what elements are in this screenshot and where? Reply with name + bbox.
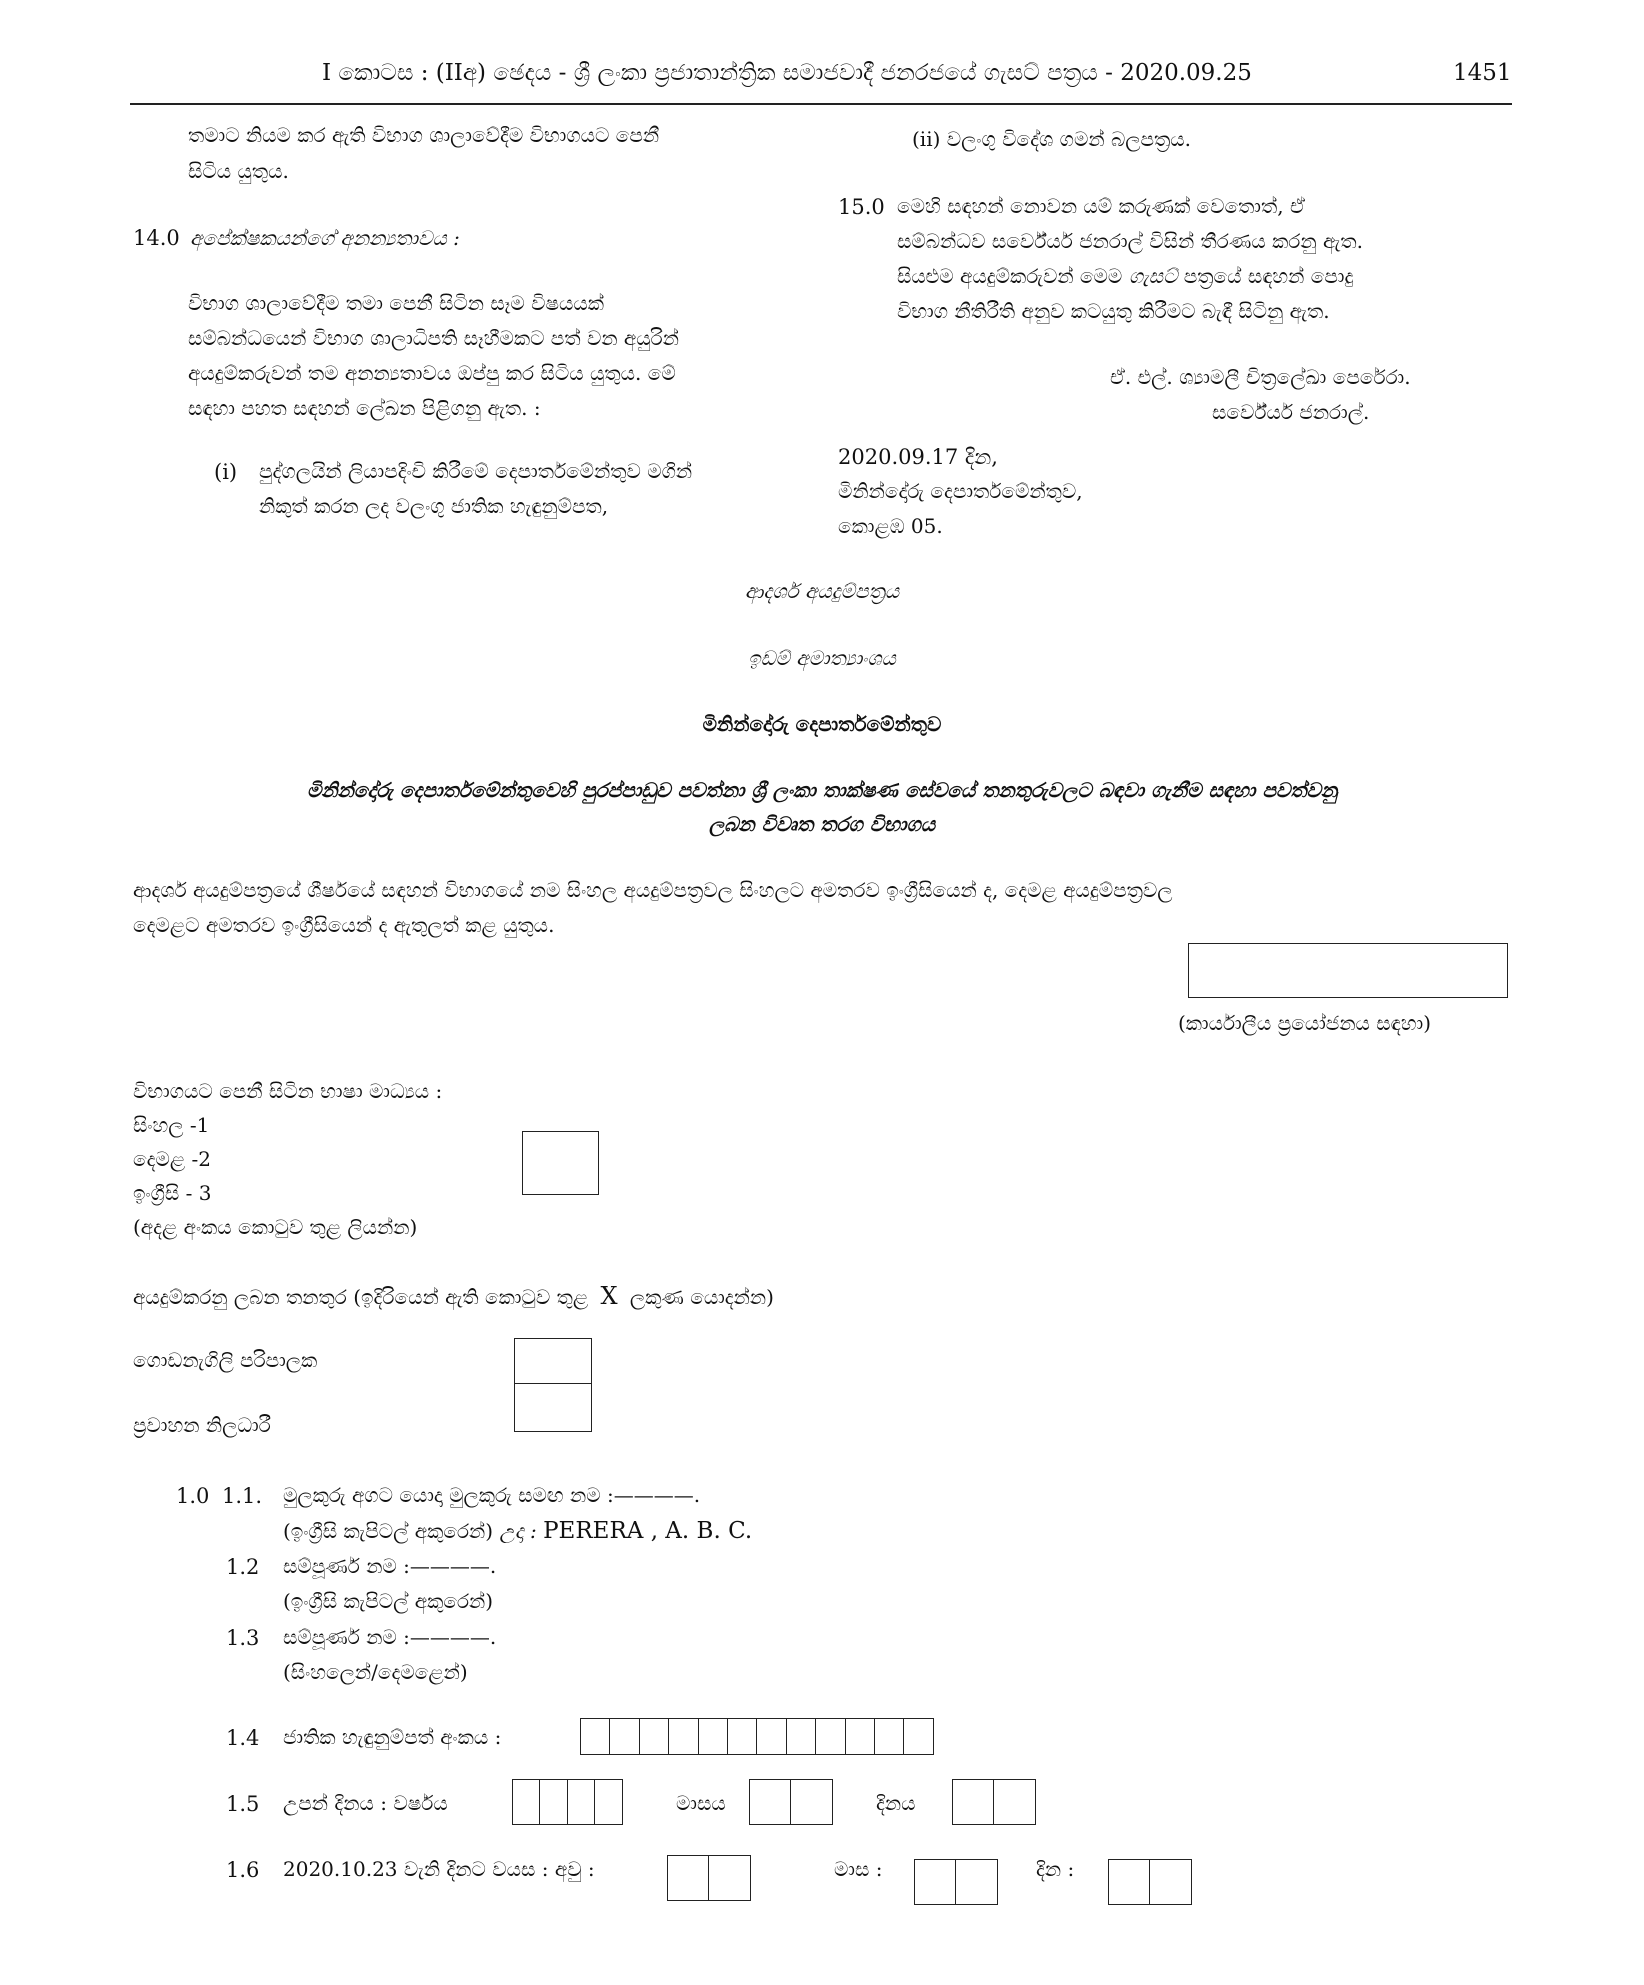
form-title-model-application: ආදර්ශ අයදුම්පත්‍රය	[744, 579, 900, 603]
dob-day-digit-box[interactable]	[993, 1779, 1036, 1825]
continued-text-line: සිටිය යුතුය.	[188, 159, 289, 183]
signatory-title: සර්වේයර් ජනරාල්.	[1212, 400, 1370, 424]
age-months-label: මාස :	[834, 1857, 883, 1881]
issuing-department: මිනින්දෝරු දෙපාර්තමේන්තුව,	[838, 479, 1083, 503]
post-title-part: අයදුම්කරනු ලබන තනතුර (ඉදිරියෙන් ඇති කොටුව තුළ	[133, 1285, 589, 1309]
section-number-14: 14.0	[133, 226, 180, 250]
header-rule	[130, 103, 1512, 105]
post-title	[133, 1283, 774, 1309]
nic-digit-box[interactable]	[698, 1718, 729, 1755]
issuing-city: කොළඹ 05.	[838, 514, 943, 538]
post-checkbox-transport-officer[interactable]	[514, 1383, 592, 1432]
page-number: 1451	[1453, 60, 1512, 86]
section-15-text: සම්බන්ධව සර්වේයර් ජනරාල් විසින් තීරණය කරනු ඇත.	[897, 229, 1363, 253]
dob-day-label: දිනය	[876, 1791, 916, 1815]
q15-number: 1.5	[226, 1792, 260, 1816]
section-15-gazette-word: ගැසට්	[1128, 264, 1178, 288]
item-i-number: (i)	[214, 460, 238, 484]
section-14-text: සඳහා පහත සඳහන් ලේඛන පිළිගනු ඇත. :	[188, 396, 541, 420]
q13-number: 1.3	[226, 1626, 260, 1650]
q11-number: 1.1.	[222, 1484, 263, 1508]
office-use-label: (කාර්යාලීය ප්‍රයෝජනය සඳහා)	[1178, 1011, 1432, 1035]
q11-hint-example: PERERA , A. B. C.	[543, 1518, 753, 1544]
nic-digit-box[interactable]	[727, 1718, 758, 1755]
dob-month-digit-box[interactable]	[749, 1779, 792, 1825]
nic-digit-box[interactable]	[786, 1718, 817, 1755]
dob-month-digit-box[interactable]	[790, 1779, 833, 1825]
dob-year-digit-box[interactable]	[567, 1779, 596, 1825]
q13-label: සම්පූර්ණ නම :————.	[283, 1625, 497, 1649]
issue-date: 2020.09.17 දින,	[838, 445, 998, 469]
form-title-exam: මිනින්දෝරු දෙපාර්තමේන්තුවෙහි පුරප්පාඩුව පවත්නා ශ්‍රී ලංකා තාක්ෂණ සේවයේ තනතුරුවලට බඳවා ගැනීම සඳහා පවත්වනු	[306, 778, 1338, 802]
item-i-text: පුද්ගලයින් ලියාපදිංචි කිරීමේ දෙපාර්තමේන්තුව මගින්	[259, 459, 693, 483]
dob-day-boxes	[952, 1779, 1036, 1825]
medium-note: (අදළ අංකය කොටුව තුළ ලියන්න)	[133, 1215, 418, 1239]
nic-number-boxes	[580, 1718, 934, 1755]
q11-label: මුලකුරු අගට යොදා මුලකුරු සමඟ නම :————.	[283, 1483, 701, 1507]
q1-number: 1.0	[176, 1484, 210, 1508]
medium-option: ඉංග්‍රීසි - 3	[133, 1181, 212, 1205]
q14-number: 1.4	[226, 1726, 260, 1750]
dob-month-boxes	[749, 1779, 833, 1825]
section-15-text-part: සියළුම අයදුම්කරුවන් මෙම	[897, 264, 1123, 288]
age-years-digit-box[interactable]	[708, 1855, 751, 1901]
dob-year-digit-box[interactable]	[539, 1779, 568, 1825]
nic-digit-box[interactable]	[609, 1718, 640, 1755]
q14-label: ජාතික හැඳුනුම්පත් අංකය :	[283, 1725, 502, 1749]
section-15-text-part: පත්‍රයේ සඳහන් පොදු	[1183, 264, 1354, 288]
q12-hint: (ඉංග්‍රීසි කැපිටල් අකුරෙන්)	[283, 1589, 494, 1613]
section-15-text: විභාග නීතිරීති අනුව කටයුතු කිරීමට බැඳී සිටිනු ඇත.	[897, 299, 1330, 323]
medium-title: විභාගයට පෙනී සිටින භාෂා මාධ්‍යය :	[133, 1079, 443, 1103]
age-months-digit-box[interactable]	[914, 1859, 957, 1905]
post-checkbox-building-administrator[interactable]	[514, 1338, 592, 1385]
form-title-department: මිනින්දෝරු දෙපාර්තමේන්තුව	[702, 712, 942, 736]
q13-hint: (සිංහලෙන්/දෙමළෙන්)	[283, 1660, 468, 1684]
post-option-building-administrator: ගොඩනැගිලි පරිපාලක	[133, 1348, 318, 1372]
q11-hint	[283, 1519, 752, 1544]
signatory-name: ඒ. එල්. ශ්‍යාමලී චිත්‍රලේඛා පෙරේරා.	[1110, 365, 1411, 389]
item-i-text: නිකුත් කරන ලද වලංගු ජාතික හැඳුනුම්පත,	[259, 494, 609, 518]
nic-digit-box[interactable]	[845, 1718, 876, 1755]
medium-option: සිංහල -1	[133, 1113, 210, 1137]
section-15-text	[897, 265, 1353, 287]
age-days-boxes	[1108, 1859, 1192, 1905]
form-title-ministry: ඉඩම් අමාත්‍යාංශය	[748, 646, 896, 670]
q12-label: සම්පූර්ණ නම :————.	[283, 1554, 497, 1578]
post-option-transport-officer: ප්‍රවාහන නිලධාරී	[133, 1413, 271, 1437]
x-mark: X	[600, 1282, 618, 1310]
dob-year-digit-box[interactable]	[594, 1779, 623, 1825]
age-years-digit-box[interactable]	[667, 1855, 710, 1901]
dob-year-digit-box[interactable]	[512, 1779, 541, 1825]
age-months-boxes	[914, 1859, 998, 1905]
age-days-label: දින :	[1036, 1857, 1075, 1881]
medium-option: දෙමළ -2	[133, 1147, 211, 1171]
age-days-digit-box[interactable]	[1108, 1859, 1151, 1905]
post-title-part: ලකුණ යොදන්න)	[629, 1285, 774, 1309]
q12-number: 1.2	[226, 1555, 260, 1579]
age-months-digit-box[interactable]	[955, 1859, 998, 1905]
section-number-15: 15.0	[838, 195, 885, 219]
q16-number: 1.6	[226, 1858, 260, 1882]
nic-digit-box[interactable]	[668, 1718, 699, 1755]
section-15-text: මෙහි සඳහන් නොවන යම් කරුණක් වෙතොත්, ඒ	[897, 194, 1305, 218]
section-14-text: සම්බන්ධයෙන් විභාග ශාලාධිපති සෑහීමකට පත් වන අයුරින්	[188, 326, 679, 350]
q11-hint-example-label: උදා :	[499, 1519, 537, 1543]
dob-year-boxes	[512, 1779, 623, 1825]
q15-label: උපන් දිනය : වර්ෂය	[283, 1791, 448, 1815]
q11-hint-part: (ඉංග්‍රීසි කැපිටල් අකුරෙන්)	[283, 1519, 494, 1543]
nic-digit-box[interactable]	[815, 1718, 846, 1755]
dob-month-label: මාසය	[676, 1791, 726, 1815]
nic-digit-box[interactable]	[580, 1718, 611, 1755]
section-14-text: අයදුම්කරුවන් තම අනන්‍යතාවය ඔප්පු කර සිටිය යුතුය. මේ	[188, 361, 676, 385]
nic-digit-box[interactable]	[639, 1718, 670, 1755]
age-days-digit-box[interactable]	[1149, 1859, 1192, 1905]
nic-digit-box[interactable]	[756, 1718, 787, 1755]
q16-label: 2020.10.23 වැනි දිනට වයස : අවු :	[283, 1857, 595, 1881]
item-ii-text: (ii) වලංගු විදේශ ගමන් බලපත්‍රය.	[912, 127, 1192, 151]
nic-digit-box[interactable]	[874, 1718, 905, 1755]
form-note: ආදර්ශ අයදුම්පත්‍රයේ ශීර්ෂයේ සඳහන් විභාගයේ නම සිංහල අයදුම්පත්‍රවල සිංහලට අමතරව ඉංග්‍රීසියෙන් ද, දෙමළ අයදුම්පත්‍රවල	[133, 878, 1173, 902]
section-14-text: විභාග ශාලාවේදීම තමා පෙනී සිටින සෑම විෂයයක්	[188, 291, 604, 315]
section-title-14: අපේක්ෂකයන්ගේ අනන්‍යතාවය :	[190, 226, 460, 250]
age-years-boxes	[667, 1855, 751, 1901]
continued-text-line: තමාට නියම කර ඇති විභාග ශාලාවේදීම විභාගයට පෙනී	[188, 123, 660, 147]
form-note: දෙමළට අමතරව ඉංග්‍රීසියෙන් ද ඇතුලත් කළ යුතුය.	[133, 913, 555, 937]
dob-day-digit-box[interactable]	[952, 1779, 995, 1825]
office-use-box[interactable]	[1188, 943, 1508, 998]
medium-input-box[interactable]	[522, 1131, 599, 1195]
running-header: I කොටස : (IIඅ) ඡෙදය - ශ්‍රී ලංකා ප්‍රජාතාන්ත්‍රික සමාජවාදී ජනරජයේ ගැසට් පත්‍රය - 2020.09.25	[322, 60, 1252, 86]
form-title-exam: ලබන විවෘත තරග විභාගය	[708, 812, 936, 836]
nic-digit-box[interactable]	[903, 1718, 934, 1755]
